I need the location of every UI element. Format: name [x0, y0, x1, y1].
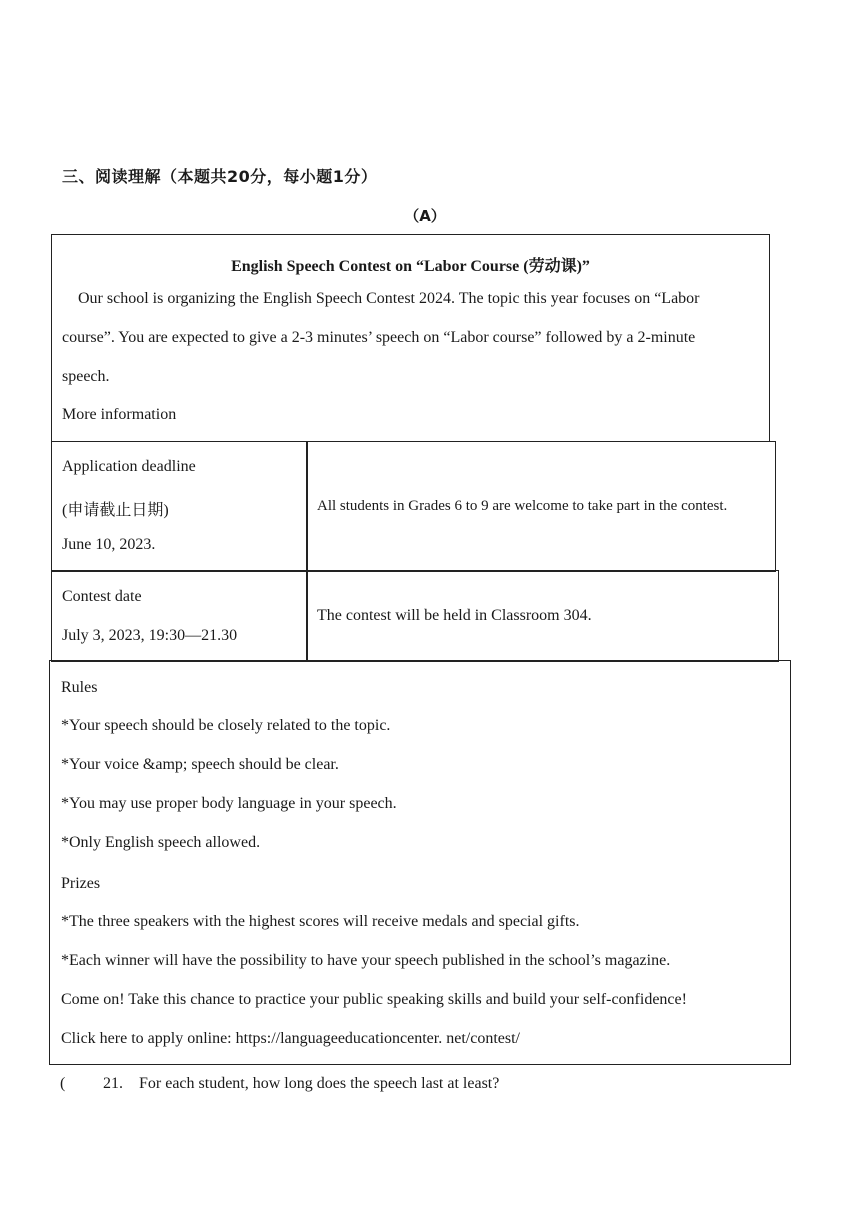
intro-line-2: course”. You are expected to give a 2-3 minutes’ speech on “Labor course” followed by a 2-minute: [62, 329, 696, 346]
eligibility-text: All students in Grades 6 to 9 are welcome to take part in the contest.: [317, 498, 728, 514]
more-info-label: More information: [62, 406, 177, 423]
prize-item: *The three speakers with the highest scores will receive medals and special gifts.: [61, 913, 580, 930]
rule-item: *Your speech should be closely related to the topic.: [61, 717, 391, 734]
deadline-cell: [51, 441, 308, 572]
deadline-label: Application deadline: [62, 458, 196, 475]
venue-cell: [306, 570, 779, 662]
prize-item: *Each winner will have the possibility to have your speech published in the school’s magazine.: [61, 952, 671, 969]
intro-line-1: Our school is organizing the English Speech Contest 2024. The topic this year focuses on “Labor: [78, 290, 700, 307]
closing-text: Come on! Take this chance to practice your public speaking skills and build your self-confidence!: [61, 991, 687, 1008]
contest-datetime: July 3, 2023, 19:30—21.30: [62, 627, 238, 644]
contest-date-cell: [51, 570, 308, 662]
question-text: For each student, how long does the speech last at least?: [139, 1075, 500, 1092]
rules-box: [49, 660, 791, 1065]
intro-line-3: speech.: [62, 368, 110, 385]
venue-text: The contest will be held in Classroom 304.: [317, 607, 592, 624]
notice-title: English Speech Contest on “Labor Course (劳动课)”: [231, 258, 590, 275]
prizes-heading: Prizes: [61, 875, 101, 892]
deadline-cn-label: (申请截止日期): [62, 502, 169, 519]
apply-link[interactable]: Click here to apply online: https://languageeducationcenter. net/contest/: [61, 1030, 520, 1047]
contest-date-label: Contest date: [62, 588, 142, 605]
eligibility-cell: [306, 441, 776, 572]
rule-item: *You may use proper body language in your speech.: [61, 795, 397, 812]
rule-item: *Only English speech allowed.: [61, 834, 261, 851]
notice-intro-box: [51, 234, 770, 442]
rule-item: *Your voice &amp; speech should be clear.: [61, 756, 339, 773]
deadline-date: June 10, 2023.: [62, 536, 156, 553]
part-label: （A）: [404, 207, 446, 225]
section-heading: 三、阅读理解（本题共20分，每小题1分）: [62, 167, 378, 186]
question-number: 21.: [103, 1075, 123, 1092]
rules-heading: Rules: [61, 679, 98, 696]
answer-bracket: (: [60, 1075, 66, 1092]
